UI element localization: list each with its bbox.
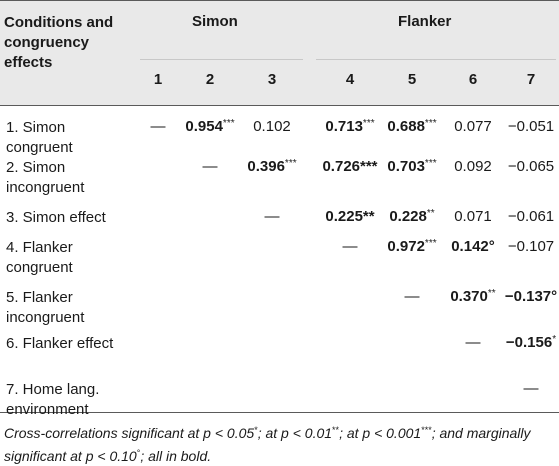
cell-value: −0.061 <box>507 208 555 225</box>
group-label-flanker: Flanker <box>398 13 452 30</box>
cell-value: 0.071 <box>454 208 492 225</box>
table-cell <box>318 208 382 225</box>
footnote-text: ; at p < 0.01 <box>257 425 333 441</box>
column-number-3: 3 <box>267 71 277 88</box>
column-number-1: 1 <box>153 71 163 88</box>
row-label: 3. Simon effect <box>6 209 106 226</box>
cell-value: 0.225** <box>325 208 375 225</box>
cell-value: −0.156 <box>505 334 553 351</box>
column-number-7: 7 <box>526 71 536 88</box>
significance-marker: ** <box>487 288 496 299</box>
significance-marker: *** <box>424 238 437 249</box>
cell-value: 0.703 <box>387 158 425 175</box>
row-header-title: Conditions and congruency effects <box>4 14 114 71</box>
header-rule <box>0 105 559 106</box>
cell-value: — <box>465 334 481 351</box>
cell-value: 0.142° <box>451 238 495 255</box>
footnote-marker: ° <box>136 448 141 458</box>
table-footnote <box>4 420 556 466</box>
table-cell <box>499 238 559 255</box>
cell-value: 0.713 <box>325 118 363 135</box>
row-label: 1. Simon congruent <box>6 119 73 156</box>
cell-value: — <box>264 208 280 225</box>
column-number-4: 4 <box>345 71 355 88</box>
row-label: 7. Home lang. environment <box>6 381 100 418</box>
footnote-marker: *** <box>421 425 432 435</box>
table-cell <box>499 208 559 225</box>
table-cell <box>441 288 505 305</box>
significance-marker: *** <box>284 158 297 169</box>
table-cell <box>240 208 304 225</box>
footnote-text: Cross-correlations significant at p < 0.05 <box>4 425 255 441</box>
table-cell <box>499 288 559 305</box>
row-label: 6. Flanker effect <box>6 335 114 352</box>
footnote-text: ; and marginally significant at p < 0.10 <box>4 425 531 464</box>
table-cell <box>240 158 304 175</box>
table-cell <box>318 158 382 175</box>
significance-marker: *** <box>362 118 375 129</box>
significance-marker: *** <box>424 118 437 129</box>
row-label: 2. Simon incongruent <box>6 159 85 196</box>
table-cell <box>499 158 559 175</box>
significance-marker: *** <box>222 118 235 129</box>
table-cell <box>499 118 559 135</box>
table-cell <box>380 208 444 225</box>
row-label: 4. Flanker congruent <box>6 239 73 276</box>
table-cell <box>318 118 382 135</box>
significance-marker: *** <box>424 158 437 169</box>
cell-value: 0.228 <box>389 208 427 225</box>
cell-value: 0.077 <box>454 118 492 135</box>
cell-value: −0.107 <box>507 238 555 255</box>
column-number-5: 5 <box>407 71 417 88</box>
cell-value: 0.972 <box>387 238 425 255</box>
cell-value: 0.688 <box>387 118 425 135</box>
group-label-simon: Simon <box>192 13 238 30</box>
cell-value: 0.102 <box>253 118 291 135</box>
cell-value: 0.092 <box>454 158 492 175</box>
cell-value: — <box>404 288 420 305</box>
table-cell <box>178 118 242 135</box>
table-cell <box>318 238 382 255</box>
table-cell <box>380 238 444 255</box>
cell-value: — <box>202 158 218 175</box>
flanker-group-underline <box>316 59 556 60</box>
table-cell <box>441 334 505 351</box>
row-label: 5. Flanker incongruent <box>6 289 85 326</box>
column-number-6: 6 <box>468 71 478 88</box>
cell-value: 0.954 <box>185 118 223 135</box>
table-cell <box>380 288 444 305</box>
footnote-text: ; at p < 0.001 <box>339 425 422 441</box>
table-cell <box>499 334 559 351</box>
significance-marker: * <box>552 334 557 345</box>
top-rule <box>0 0 559 1</box>
table-cell <box>240 118 304 135</box>
simon-group-underline <box>140 59 303 60</box>
table-cell <box>380 118 444 135</box>
cell-value: 0.726*** <box>322 158 378 175</box>
footnote-marker: ** <box>332 425 340 435</box>
table-cell <box>441 208 505 225</box>
cell-value: — <box>342 238 358 255</box>
cell-value: — <box>523 380 539 397</box>
column-number-2: 2 <box>205 71 215 88</box>
significance-marker: ** <box>426 208 435 219</box>
footnote-marker: * <box>254 425 258 435</box>
cell-value: — <box>150 118 166 135</box>
table-cell <box>380 158 444 175</box>
cell-value: 0.370 <box>450 288 488 305</box>
table-cell <box>499 380 559 397</box>
table-cell <box>441 158 505 175</box>
table-cell <box>441 238 505 255</box>
footnote-text: ; all in bold. <box>140 448 212 464</box>
cell-value: −0.065 <box>507 158 555 175</box>
table-cell <box>178 158 242 175</box>
table-cell <box>441 118 505 135</box>
cell-value: −0.051 <box>507 118 555 135</box>
cell-value: 0.396 <box>247 158 285 175</box>
cell-value: −0.137° <box>504 288 558 305</box>
